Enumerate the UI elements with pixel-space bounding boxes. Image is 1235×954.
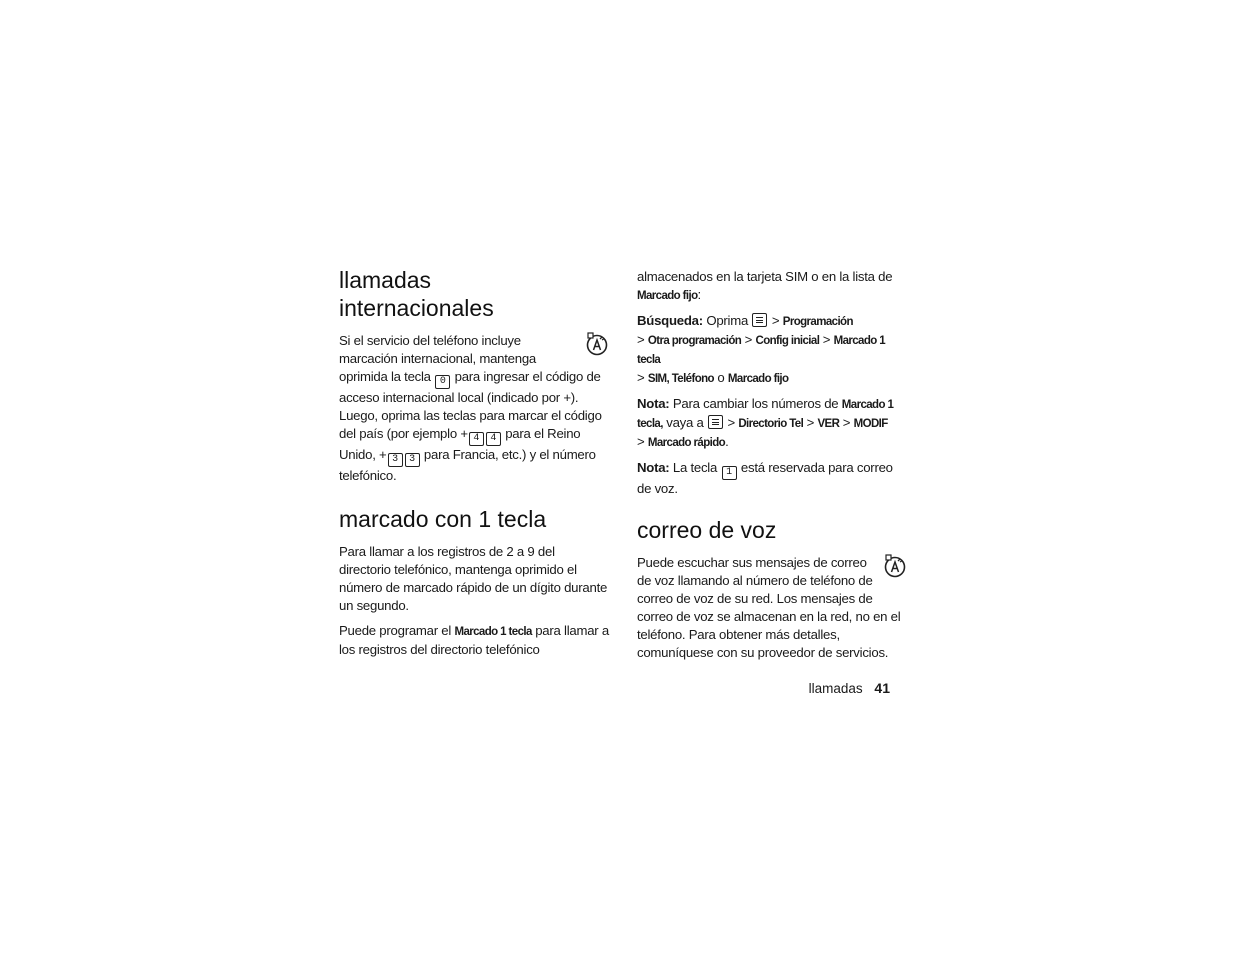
note-label: Nota:	[637, 460, 670, 475]
key-4-icon: 4	[486, 432, 501, 446]
left-column	[339, 266, 609, 659]
speed-text-a: Puede programar el	[339, 623, 452, 638]
separator: >	[771, 313, 780, 328]
intl-text-2: para ingresar el código de acceso internacional local (indicado por +). Luego, oprima las teclas para marcar el código del país (por ejemplo +	[339, 369, 602, 441]
menu-item-marcado-1-tecla: Marcado 1 tecla	[637, 335, 886, 366]
speed-text-b: para llamar a los registros del directorio telefónico	[339, 623, 609, 657]
speed-dial-heading: marcado con 1 tecla	[339, 506, 547, 532]
menu-item-config-inicial: Config inicial	[755, 335, 820, 347]
intl-text-1: Si el servicio del teléfono incluye marcación internacional, mantenga oprimida la tecla	[339, 333, 537, 384]
period: .	[725, 434, 729, 449]
voicemail-paragraph	[637, 554, 907, 662]
menu-item-marcado-rapido: Marcado rápido	[647, 437, 726, 449]
note1-text-b: vaya a	[666, 415, 704, 430]
separator: >	[637, 370, 645, 385]
heading-line1: llamadas	[339, 267, 432, 293]
note-label: Nota:	[637, 396, 670, 411]
key-0-icon: 0	[435, 375, 450, 389]
voicemail-text: Puede escuchar sus mensajes de correo de voz llamando al número de teléfono de correo de voz de su red. Los mensajes de correo de voz se almacenan en la red, no en el teléfono. Para obtener más detalles, comuníquese con su proveedor de servicios.	[637, 555, 901, 660]
separator: >	[842, 415, 851, 430]
note2-text-b: está reservada para correo de voz.	[637, 460, 893, 496]
cont-text: almacenados en la tarjeta SIM o en la lista de	[637, 269, 893, 284]
menu-item-otra-programacion: Otra programación	[647, 335, 742, 347]
menu-item-modif: MODIF	[853, 418, 888, 430]
note2-text-a: La tecla	[672, 460, 718, 475]
menu-item-marcado-fijo: Marcado fijo	[637, 290, 698, 302]
network-feature-icon	[883, 554, 907, 578]
continued-paragraph	[637, 268, 907, 305]
menu-key-icon	[752, 313, 767, 327]
voicemail-heading: correo de voz	[637, 517, 777, 543]
cont-colon: :	[697, 287, 701, 302]
page-number: 41	[874, 680, 890, 696]
intl-calls-heading	[339, 266, 609, 322]
menu-key-icon	[708, 415, 723, 429]
menu-item-marcado-1-tecla: Marcado 1 tecla	[454, 626, 532, 638]
right-column	[637, 268, 907, 662]
separator: >	[727, 415, 735, 430]
separator: >	[806, 415, 815, 430]
find-label: Búsqueda:	[637, 313, 703, 328]
note-2-paragraph	[637, 459, 907, 498]
menu-item-directorio-tel: Directorio Tel	[738, 418, 804, 430]
menu-item-marcado-fijo: Marcado fijo	[727, 373, 789, 385]
separator: >	[637, 332, 645, 347]
separator: >	[637, 434, 645, 449]
separator: >	[744, 332, 753, 347]
note1-text-a: Para cambiar los números de	[672, 396, 839, 411]
speed-dial-paragraph-1: Para llamar a los registros de 2 a 9 del directorio telefónico, mantenga oprimido el número de marcado rápido de un dígito durante un segundo.	[339, 544, 608, 613]
menu-item-ver: VER	[817, 418, 840, 430]
speed-dial-paragraph-2	[339, 622, 609, 659]
find-feature-paragraph	[637, 312, 907, 388]
menu-item-sim-telefono: SIM, Teléfono	[647, 373, 714, 385]
network-feature-icon	[585, 332, 609, 356]
intl-text-3: para el Reino Unido, +	[339, 426, 581, 462]
page-footer	[720, 680, 890, 696]
key-4-icon: 4	[469, 432, 484, 446]
note-1-paragraph	[637, 395, 907, 452]
footer-section-name: llamadas	[808, 681, 863, 696]
menu-item-programacion: Programación	[782, 316, 853, 328]
menu-item-marcado-1-tecla: Marcado 1 tecla,	[637, 399, 894, 430]
intl-calls-paragraph	[339, 332, 609, 485]
heading-line2: internacionales	[339, 295, 494, 321]
key-3-icon: 3	[405, 453, 420, 467]
find-text: Oprima	[706, 313, 749, 328]
intl-text-4: para Francia, etc.) y el número telefónico.	[339, 447, 596, 483]
key-3-icon: 3	[388, 453, 403, 467]
or-text: o	[717, 370, 725, 385]
key-1-icon: 1	[722, 466, 737, 480]
separator: >	[822, 332, 831, 347]
